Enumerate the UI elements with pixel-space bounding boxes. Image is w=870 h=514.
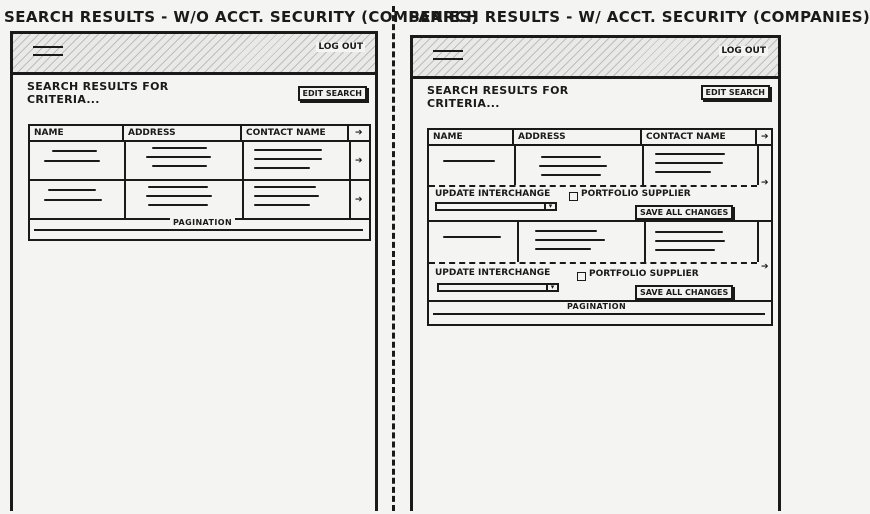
update-interchange-label: UPDATE INTERCHANGE: [435, 268, 551, 278]
right-col-contact-name[interactable]: CONTACT NAME: [642, 130, 757, 144]
arrow-right-icon[interactable]: ➔: [761, 178, 769, 188]
left-results-heading: SEARCH RESULTS FOR CRITERIA...: [27, 80, 169, 106]
right-col-address[interactable]: ADDRESS: [514, 130, 642, 144]
right-col-name[interactable]: NAME: [429, 130, 514, 144]
left-pagination[interactable]: PAGINATION: [170, 218, 235, 227]
save-all-changes-button[interactable]: SAVE ALL CHANGES: [635, 285, 733, 300]
update-interchange-select[interactable]: [437, 283, 559, 292]
portfolio-supplier-label: PORTFOLIO SUPPLIER: [581, 189, 691, 199]
left-logout-link[interactable]: LOG OUT: [318, 42, 363, 52]
update-interchange-select[interactable]: [435, 202, 557, 211]
left-logo: [33, 46, 63, 62]
arrow-right-icon[interactable]: ➔: [761, 132, 769, 142]
arrow-right-icon[interactable]: ➔: [761, 262, 769, 272]
portfolio-supplier-label: PORTFOLIO SUPPLIER: [589, 269, 699, 279]
left-edit-search-button[interactable]: EDIT SEARCH: [298, 86, 367, 101]
chevron-down-icon: ▾: [546, 283, 557, 292]
portfolio-supplier-checkbox[interactable]: [577, 272, 586, 281]
left-col-name[interactable]: NAME: [30, 126, 124, 140]
left-results-table: [28, 124, 371, 241]
left-col-contact-name[interactable]: CONTACT NAME: [242, 126, 349, 140]
left-header-bar: [13, 34, 375, 75]
arrow-right-icon[interactable]: ➔: [355, 128, 363, 138]
save-all-changes-button[interactable]: SAVE ALL CHANGES: [635, 205, 733, 220]
update-interchange-label: UPDATE INTERCHANGE: [435, 189, 551, 199]
right-edit-search-button[interactable]: EDIT SEARCH: [701, 85, 770, 100]
right-results-heading: SEARCH RESULTS FOR CRITERIA...: [427, 84, 569, 110]
chevron-down-icon: ▾: [544, 202, 555, 211]
arrow-right-icon[interactable]: ➔: [355, 195, 363, 205]
left-col-address[interactable]: ADDRESS: [124, 126, 242, 140]
left-sketch-title: SEARCH RESULTS - W/O ACCT. SECURITY (COMPANIES): [4, 8, 479, 26]
sketch-divider: [392, 6, 395, 511]
right-logout-link[interactable]: LOG OUT: [721, 46, 766, 56]
left-browser-frame: [10, 31, 378, 511]
portfolio-supplier-checkbox[interactable]: [569, 192, 578, 201]
right-results-table: [427, 128, 773, 326]
right-browser-frame: [410, 35, 781, 511]
right-header-bar: [413, 38, 778, 79]
right-logo: [433, 50, 463, 66]
right-sketch-title: SEARCH RESULTS - W/ ACCT. SECURITY (COMPANIES): [409, 8, 870, 26]
right-pagination[interactable]: PAGINATION: [564, 302, 629, 311]
arrow-right-icon[interactable]: ➔: [355, 156, 363, 166]
